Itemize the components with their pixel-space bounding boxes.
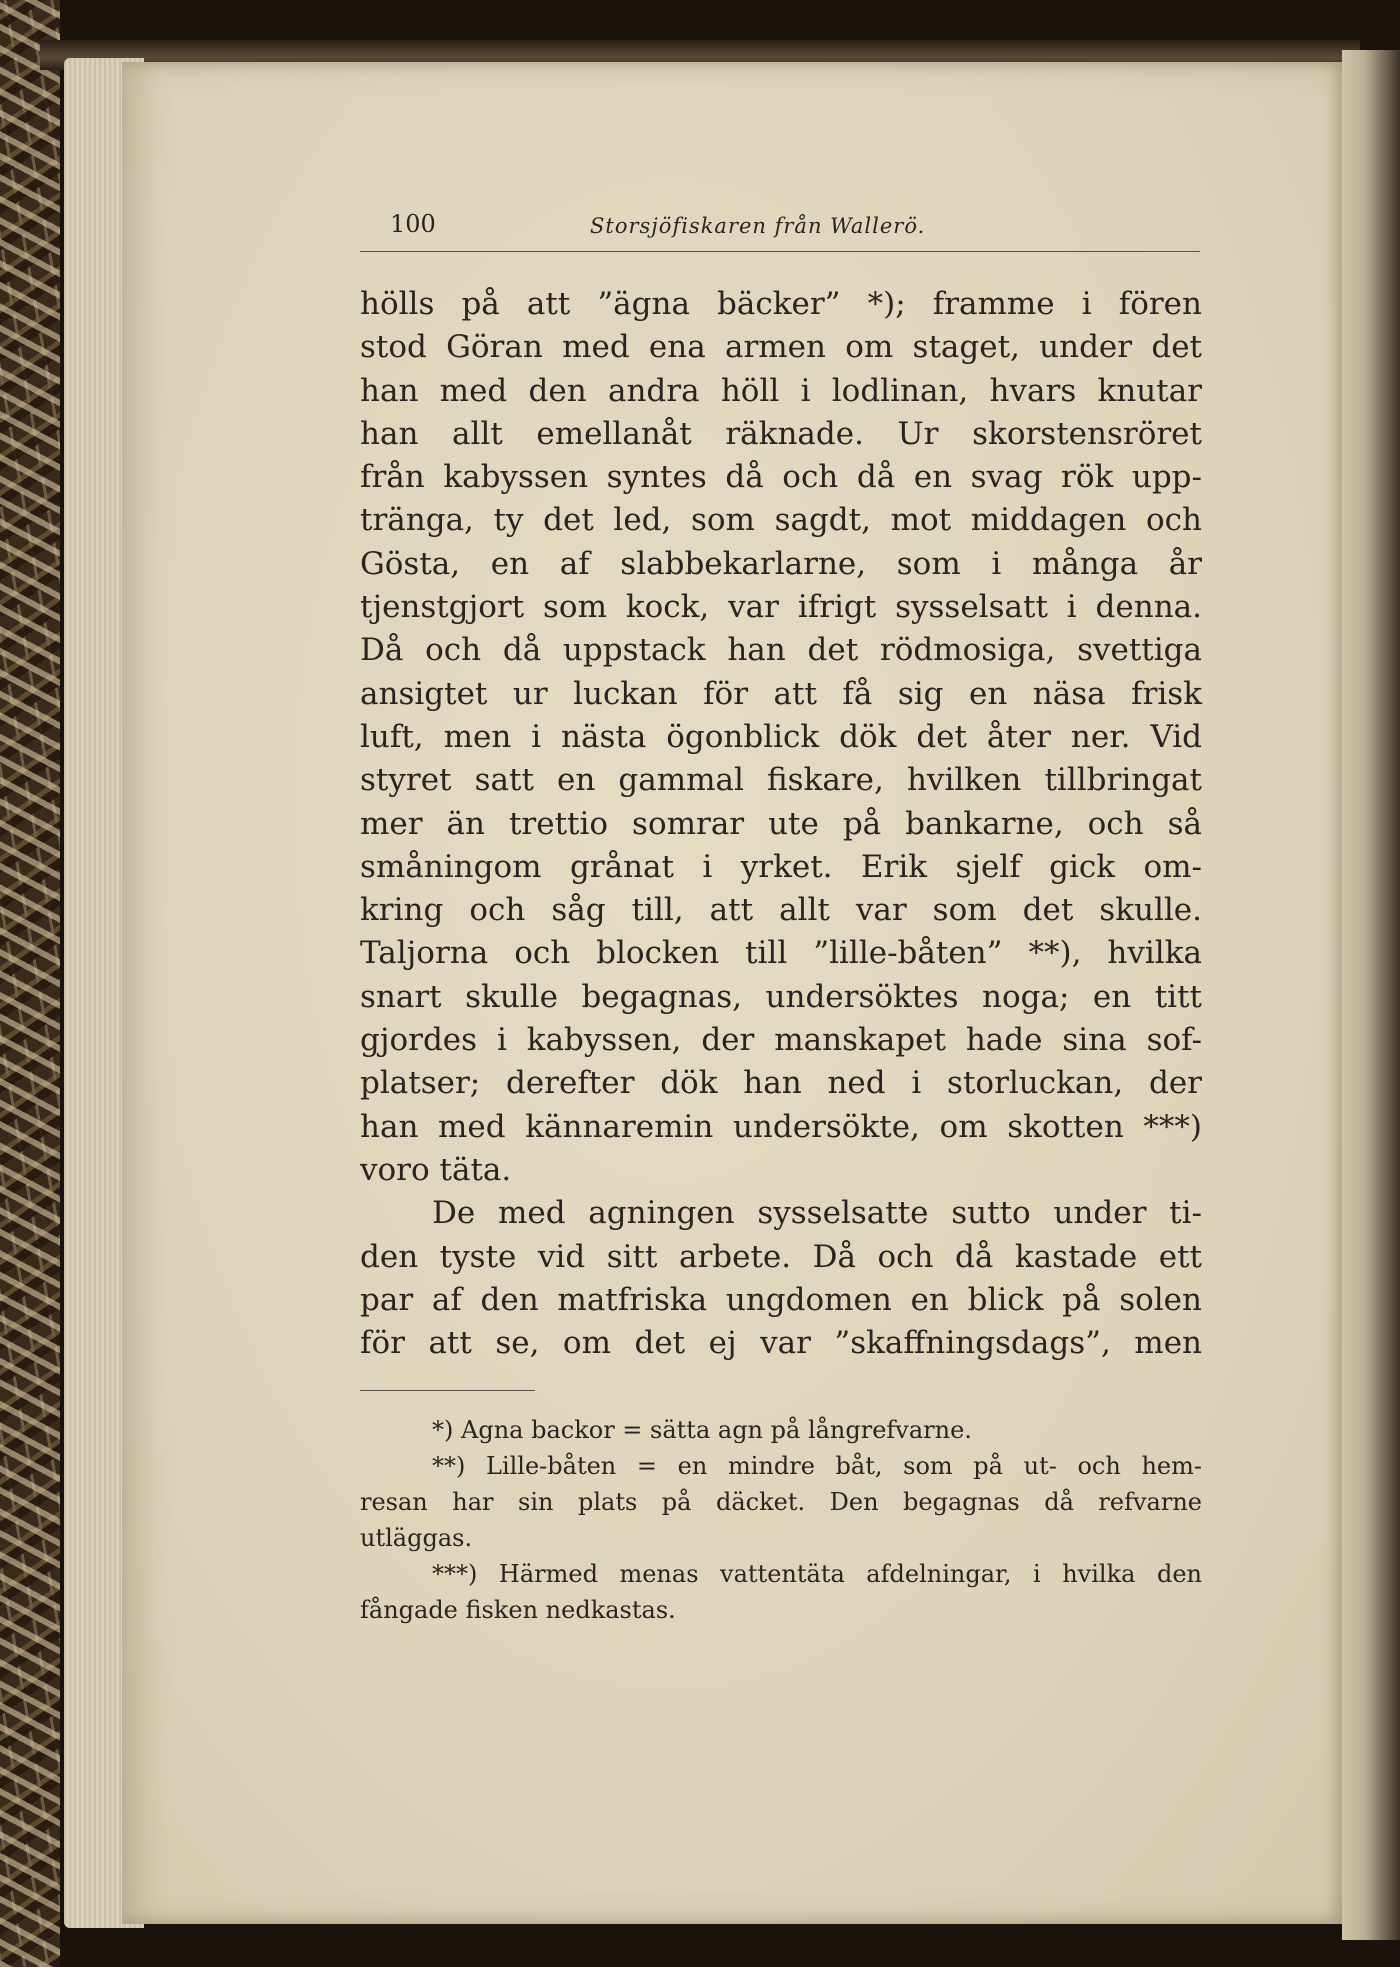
footnote-line: resan har sin plats på däcket. Den begagnas då refvarne xyxy=(360,1488,1202,1516)
text-line: mer än trettio somrar ute på bankarne, och så xyxy=(360,805,1202,842)
footnote-line: *) Agna backor = sätta agn på långrefvarne. xyxy=(432,1416,972,1444)
footnote-rule xyxy=(360,1390,535,1391)
header-rule xyxy=(360,251,1200,252)
text-line: ansigtet ur luckan för att få sig en näsa frisk xyxy=(360,675,1202,712)
text-line: De med agningen sysselsatte sutto under ti- xyxy=(432,1195,1202,1232)
footnote-line: utläggas. xyxy=(360,1524,473,1552)
text-line: han med den andra höll i lodlinan, hvars knutar xyxy=(360,372,1202,409)
text-line: Taljorna och blocken till ”lille-båten” **), hvilka xyxy=(360,935,1202,972)
text-line: voro täta. xyxy=(360,1151,512,1188)
text-line: styret satt en gammal fiskare, hvilken tillbringat xyxy=(360,762,1202,799)
text-line: platser; derefter dök han ned i storluckan, der xyxy=(360,1065,1202,1102)
text-line: från kabyssen syntes då och då en svag rök upp- xyxy=(360,459,1202,496)
footnote-line: **) Lille-båten = en mindre båt, som på ut- och hem- xyxy=(432,1452,1202,1480)
text-line: småningom grånat i yrket. Erik sjelf gick om- xyxy=(360,848,1202,885)
text-line: Gösta, en af slabbekarlarne, som i många år xyxy=(360,545,1202,582)
text-line: stod Göran med ena armen om staget, under det xyxy=(360,329,1202,366)
text-line: snart skulle begagnas, undersöktes noga; en titt xyxy=(360,978,1202,1015)
running-title: Storsjöfiskaren från Wallerö. xyxy=(590,214,926,238)
footnotes xyxy=(360,1412,1202,1628)
body-text xyxy=(360,283,1202,1365)
page-right-edge xyxy=(1342,50,1400,1940)
text-line: han allt emellanåt räknade. Ur skorstensröret xyxy=(360,415,1202,452)
text-line: han med kännaremin undersökte, om skotten ***) xyxy=(360,1108,1202,1145)
footnote-line: fångade fisken nedkastas. xyxy=(360,1596,676,1624)
page-header xyxy=(390,210,1200,250)
text-line: gjordes i kabyssen, der manskapet hade sina sof- xyxy=(360,1022,1202,1059)
text-line: luft, men i nästa ögonblick dök det åter ner. Vid xyxy=(360,718,1202,755)
footnote-line: ***) Härmed menas vattentäta afdelningar, i hvilka den xyxy=(432,1560,1202,1588)
text-line: för att se, om det ej var ”skaffningsdags”, men xyxy=(360,1325,1202,1362)
marbled-binding xyxy=(0,0,60,1967)
text-line: kring och såg till, att allt var som det skulle. xyxy=(360,892,1202,929)
text-line: hölls på att ”ägna bäcker” *); framme i fören xyxy=(360,286,1202,322)
text-line: den tyste vid sitt arbete. Då och då kastade ett xyxy=(360,1238,1202,1275)
text-line: tränga, ty det led, som sagdt, mot middagen och xyxy=(360,502,1202,539)
page-number: 100 xyxy=(390,210,436,238)
text-line: par af den matfriska ungdomen en blick på solen xyxy=(360,1281,1202,1318)
text-line: Då och då uppstack han det rödmosiga, svettiga xyxy=(360,632,1202,669)
text-line: tjenstgjort som kock, var ifrigt sysselsatt i denna. xyxy=(360,589,1202,626)
